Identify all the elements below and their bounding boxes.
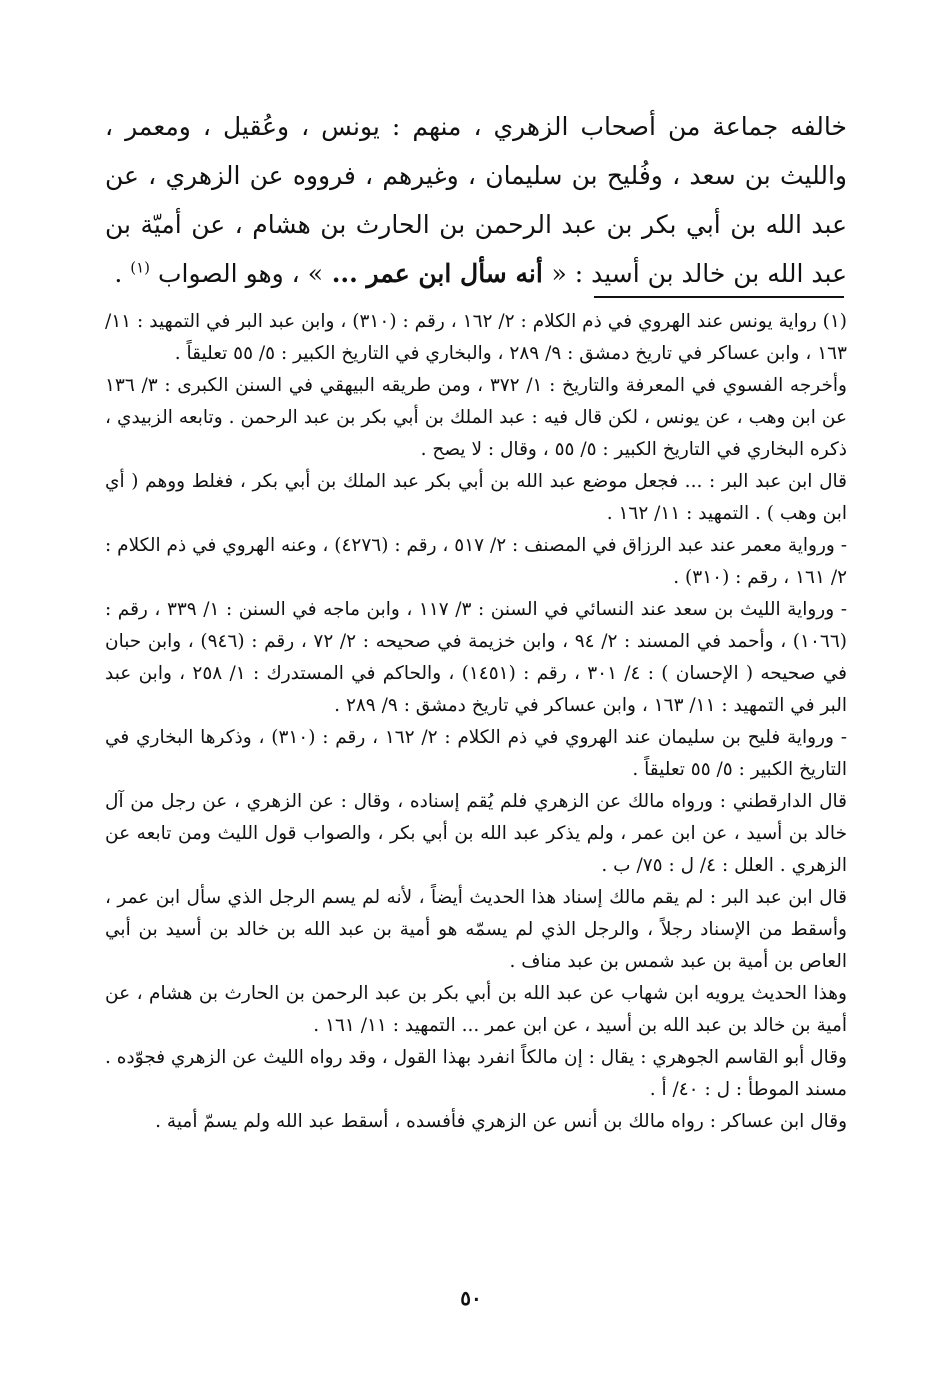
footnote-separator	[594, 296, 844, 298]
main-paragraph-tail: .	[114, 259, 131, 288]
main-paragraph	[105, 102, 847, 298]
footnote-paragraph: (١) رواية يونس عند الهروي في ذم الكلام : ٢/ ١٦٢ ، رقم : (٣١٠) ، وابن عبد البر في التمهيد : ١١/ ١٦٣ ، وابن عساكر في تاريخ دمشق : ٩/ ٢٨٩ ، والبخاري في التاريخ الكبير : ٥/ ٥٥ تعليقاً .	[105, 311, 847, 364]
page-number: ٥٠	[460, 1286, 482, 1310]
footnote-paragraph: - ورواية فليح بن سليمان عند الهروي في ذم الكلام : ٢/ ١٦٢ ، رقم : (٣١٠) ، وذكرها البخاري في التاريخ الكبير : ٥/ ٥٥ تعليقاً .	[105, 727, 847, 780]
main-paragraph-start: خالفه جماعة من أصحاب الزهري ، منهم : يونس ، وعُقيل ، ومعمر ، والليث بن سعد ، وفُليح بن سليمان ، وغيرهم ، فرووه عن الزهري ، عن عبد الله بن أبي بكر بن عبد الرحمن بن الحارث بن هشام ، عن أميّة بن عبد الله بن خالد بن أسيد : «	[105, 112, 847, 288]
footnote-reference: (١)	[130, 258, 151, 277]
footnote-paragraph: وأخرجه الفسوي في المعرفة والتاريخ : ١/ ٣٧٢ ، ومن طريقه البيهقي في السنن الكبرى : ٣/ ١٣٦ عن ابن وهب ، عن يونس ، لكن قال فيه : عبد الملك بن أبي بكر بن عبد الرحمن . وتابعه الزبيدي ، ذكره البخاري في التاريخ الكبير : ٥/ ٥٥ ، وقال : لا يصح .	[105, 375, 847, 460]
footnote-paragraph: قال ابن عبد البر : ... فجعل موضع عبد الله بن أبي بكر عبد الملك بن أبي بكر ، فغلط ووهم ( أي ابن وهب ) . التمهيد : ١١/ ١٦٢ .	[105, 471, 847, 524]
main-paragraph-end: » ، وهو الصواب	[150, 259, 323, 288]
footnote-paragraph: - ورواية معمر عند عبد الرزاق في المصنف : ٢/ ٥١٧ ، رقم : (٤٢٧٦) ، وعنه الهروي في ذم الكلام : ٢/ ١٦١ ، رقم : (٣١٠) .	[105, 535, 847, 588]
quoted-phrase: أنه سأل ابن عمر ...	[323, 259, 552, 288]
footnote-paragraph: - ورواية الليث بن سعد عند النسائي في السنن : ٣/ ١١٧ ، وابن ماجه في السنن : ١/ ٣٣٩ ، رقم : (١٠٦٦) ، وأحمد في المسند : ٢/ ٩٤ ، وابن خزيمة في صحيحه : ٢/ ٧٢ ، رقم : (٩٤٦) ، وابن حبان في صحيحه ( الإحسان ) : ٤/ ٣٠١ ، رقم : (١٤٥١) ، والحاكم في المستدرك : ١/ ٢٥٨ ، وابن عبد البر في التمهيد : ١١/ ١٦٣ ، وابن عساكر في تاريخ دمشق : ٩/ ٢٨٩ .	[105, 599, 847, 716]
footnote-paragraph: قال ابن عبد البر : لم يقم مالك إسناد هذا الحديث أيضاً ، لأنه لم يسم الرجل الذي سأل ابن عمر ، وأسقط من الإسناد رجلاً ، والرجل الذي لم يسمّه هو أمية بن عبد الله بن خالد بن أسيد بن أبي العاص بن أمية بن عبد شمس بن عبد مناف .	[105, 887, 847, 972]
footnote-paragraph: وقال أبو القاسم الجوهري : يقال : إن مالكاً انفرد بهذا القول ، وقد رواه الليث عن الزهري فجوّده . مسند الموطأ : ل : ٤٠/ أ .	[105, 1047, 847, 1100]
main-text-block	[105, 102, 847, 298]
footnote-paragraph: وهذا الحديث يرويه ابن شهاب عن عبد الله بن أبي بكر بن عبد الرحمن بن الحارث بن هشام ، عن أمية بن خالد بن عبد الله بن أسيد ، عن ابن عمر ... التمهيد : ١١/ ١٦١ .	[105, 983, 847, 1036]
footnote-paragraph: وقال ابن عساكر : رواه مالك بن أنس عن الزهري فأفسده ، أسقط عبد الله ولم يسمّ أمية .	[155, 1111, 847, 1132]
footnotes-block	[105, 306, 847, 1138]
footnote-paragraph: قال الدارقطني : ورواه مالك عن الزهري فلم يُقم إسناده ، وقال : عن الزهري ، عن رجل من آل خالد بن أسيد ، عن ابن عمر ، ولم يذكر عبد الله بن أبي بكر ، والصواب قول الليث ومن تابعه عن الزهري . العلل : ٤/ ل : ٧٥/ ب .	[105, 791, 847, 876]
